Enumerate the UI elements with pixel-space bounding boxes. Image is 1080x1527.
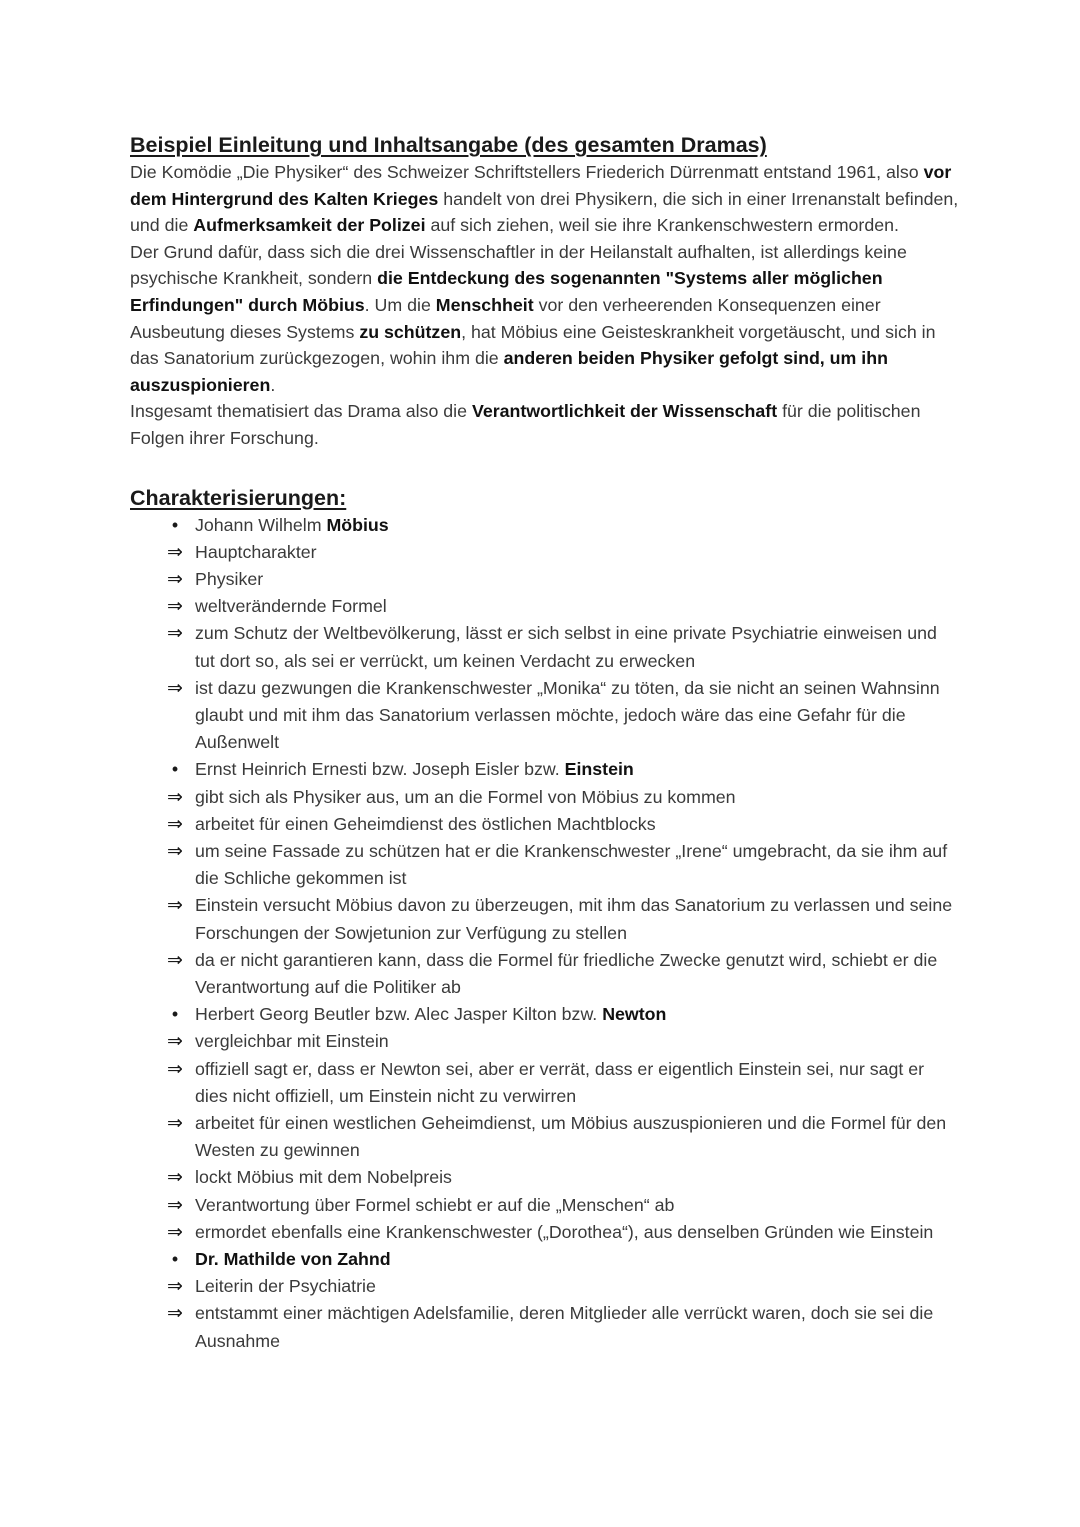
bold-text: Aufmerksamkeit der Polizei (193, 215, 426, 236)
arrow-right-icon: ⇒ (167, 1194, 183, 1216)
characters-heading: Charakterisierungen: (130, 485, 347, 510)
intro-paragraph-2 (130, 239, 960, 399)
arrow-right-icon: ⇒ (167, 623, 183, 645)
character-detail-item (130, 1273, 960, 1300)
character-detail-item (130, 1219, 960, 1246)
text-run: , hat Möbius eine Geisteskrankheit vorgetäuscht, und sich in das Sanatorium zurückgezogen, wohin ihm die (130, 321, 936, 369)
arrow-right-icon: ⇒ (167, 1167, 183, 1189)
text-run: Der Grund dafür, dass sich die drei Wissenschaftler in der Heilanstalt aufhalten, ist allerdings keine psychische Krankheit, sondern (130, 241, 907, 289)
arrow-right-icon: ⇒ (167, 677, 183, 699)
arrow-right-icon: ⇒ (167, 813, 183, 835)
text-run: Physiker (195, 568, 264, 589)
character-detail-item (130, 566, 960, 593)
character-detail-item (130, 675, 960, 757)
character-detail-item (130, 811, 960, 838)
characters-list (130, 512, 960, 1355)
arrow-right-icon: ⇒ (167, 568, 183, 590)
character-detail-item (130, 1056, 960, 1110)
bold-text: Menschheit (435, 294, 534, 315)
intro-heading: Beispiel Einleitung und Inhaltsangabe (des gesamten Dramas) (130, 133, 767, 157)
arrow-right-icon: ⇒ (167, 1221, 183, 1243)
bold-text: vor dem Hintergrund des Kalten Krieges (130, 162, 952, 209)
text-run: offiziell sagt er, dass er Newton sei, aber er verrät, dass er eigentlich Einstein sei, nur sagt er dies nicht offiziell, um Einstein nicht zu verwirren (195, 1058, 925, 1106)
text-run: zum Schutz der Weltbevölkerung, lässt er sich selbst in eine private Psychiatrie einweisen und tut dort so, als sei er verrückt, um keinen Verdacht zu erwecken (195, 623, 937, 671)
character-name-item (130, 512, 960, 539)
text-run: handelt von drei Physikern, die sich in einer Irrenanstalt befinden, und die (130, 188, 959, 236)
text-run: . Um die (364, 294, 436, 315)
character-detail-item (130, 784, 960, 811)
text-run: Herbert Georg Beutler bzw. Alec Jasper Kilton bzw. (195, 1004, 603, 1025)
bullet-icon: • (171, 1004, 179, 1025)
text-run: entstammt einer mächtigen Adelsfamilie, deren Mitglieder alle verrückt waren, doch sie sei die Ausnahme (195, 1303, 934, 1351)
bold-text: Möbius (326, 514, 389, 535)
text-run: ermordet ebenfalls eine Krankenschwester („Dorothea“), aus denselben Gründen wie Einstein (195, 1221, 934, 1242)
arrow-right-icon: ⇒ (167, 949, 183, 971)
text-run: Leiterin der Psychiatrie (195, 1276, 376, 1297)
text-run: arbeitet für einen Geheimdienst des östlichen Machtblocks (195, 813, 656, 834)
character-name-item (130, 1246, 960, 1273)
characters-section (130, 484, 960, 1355)
arrow-right-icon: ⇒ (167, 596, 183, 618)
intro-paragraph-1 (130, 159, 960, 239)
text-run: lockt Möbius mit dem Nobelpreis (195, 1167, 452, 1188)
bold-text: Newton (602, 1004, 667, 1025)
bold-text: die Entdeckung des sogenannten "Systems aller möglichen Erfindungen" durch Möbius (130, 268, 883, 315)
character-detail-item (130, 593, 960, 620)
character-detail-item (130, 1028, 960, 1055)
character-detail-item (130, 1300, 960, 1354)
text-run: vergleichbar mit Einstein (195, 1031, 389, 1052)
character-detail-item (130, 1192, 960, 1219)
character-detail-item (130, 620, 960, 674)
text-run: arbeitet für einen westlichen Geheimdienst, um Möbius auszuspionieren und die Formel für den Westen zu gewinnen (195, 1113, 947, 1161)
character-detail-item (130, 1164, 960, 1191)
character-detail-item (130, 838, 960, 892)
text-run: da er nicht garantieren kann, dass die Formel für friedliche Zwecke genutzt wird, schiebt er die Verantwortung auf die Politiker ab (195, 949, 938, 997)
text-run: weltverändernde Formel (195, 596, 387, 617)
arrow-right-icon: ⇒ (167, 1058, 183, 1080)
text-run: Hauptcharakter (195, 541, 317, 562)
text-run: ist dazu gezwungen die Krankenschwester „Monika“ zu töten, da sie nicht an seinen Wahnsinn glaubt und mit ihm das Sanatorium verlassen möchte, jedoch wäre das eine Gefahr für die Außenwelt (195, 677, 940, 753)
character-name-item (130, 756, 960, 783)
character-detail-item (130, 892, 960, 946)
text-run: für die politischen Folgen ihrer Forschung. (130, 401, 921, 448)
arrow-right-icon: ⇒ (167, 1031, 183, 1053)
bold-text: Verantwortlichkeit der Wissenschaft (471, 401, 778, 422)
arrow-right-icon: ⇒ (167, 840, 183, 862)
arrow-right-icon: ⇒ (167, 1113, 183, 1134)
text-run: Ernst Heinrich Ernesti bzw. Joseph Eisler bzw. (195, 759, 565, 780)
arrow-right-icon: ⇒ (167, 1276, 183, 1298)
text-run: Insgesamt thematisiert das Drama also die (130, 401, 472, 422)
arrow-right-icon: ⇒ (167, 786, 183, 808)
text-run: Einstein versucht Möbius davon zu überzeugen, mit ihm das Sanatorium zu verlassen und seine Forschungen der Sowjetunion zur Verfügung zu stellen (195, 895, 953, 943)
arrow-right-icon: ⇒ (167, 1303, 183, 1325)
arrow-right-icon: ⇒ (167, 541, 183, 563)
intro-paragraph-3 (130, 398, 960, 451)
character-name-item (130, 1001, 960, 1028)
bullet-icon: • (171, 1249, 179, 1270)
text-run: Die Komödie „Die Physiker“ des Schweizer Schriftstellers Friederich Dürrenmatt entstand 1961, also (130, 162, 924, 182)
arrow-right-icon: ⇒ (167, 895, 183, 917)
bullet-icon: • (171, 514, 179, 535)
character-detail-item (130, 1110, 960, 1164)
bullet-icon: • (171, 759, 179, 780)
text-run: um seine Fassade zu schützen hat er die Krankenschwester „Irene“ umgebracht, da sie ihm auf die Schliche gekommen ist (195, 840, 948, 889)
bold-text: anderen beiden Physiker gefolgt sind, um ihn auszuspionieren (130, 348, 888, 395)
text-run: gibt sich als Physiker aus, um an die Formel von Möbius zu kommen (195, 786, 736, 807)
text-run: Verantwortung über Formel schiebt er auf die „Menschen“ ab (195, 1194, 675, 1215)
text-run: vor den verheerenden Konsequenzen einer Ausbeutung dieses Systems (130, 294, 881, 342)
bold-text: Einstein (564, 759, 634, 780)
bold-text: Dr. Mathilde von Zahnd (195, 1249, 391, 1270)
document-page (130, 131, 960, 1355)
text-run: . (270, 374, 276, 395)
text-run: Johann Wilhelm (195, 514, 327, 535)
character-detail-item (130, 947, 960, 1001)
character-detail-item (130, 539, 960, 566)
bold-text: zu schützen (359, 321, 462, 342)
text-run: auf sich ziehen, weil sie ihre Krankenschwestern ermorden. (425, 215, 899, 236)
